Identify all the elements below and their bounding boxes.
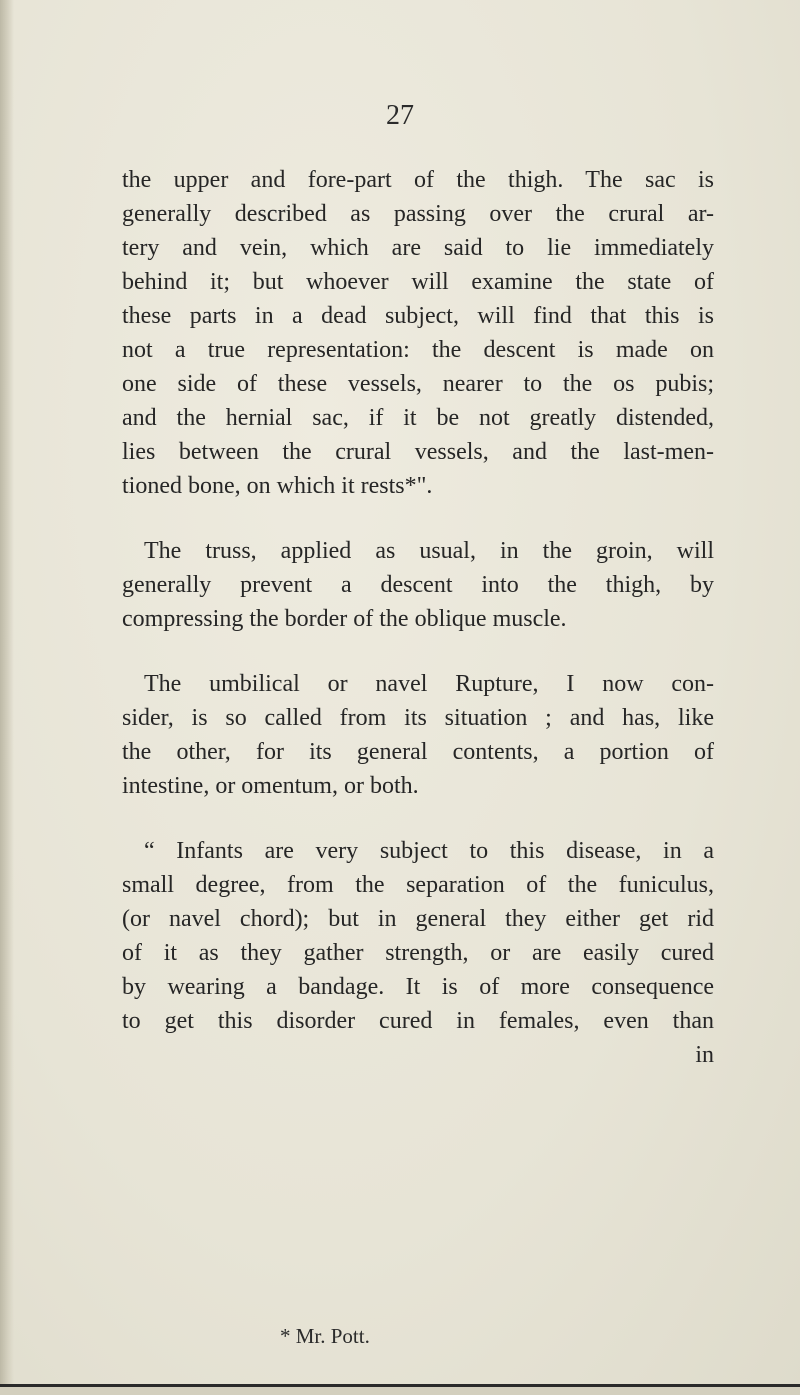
text-line: sider, is so called from its situation ; and has, like <box>122 705 714 731</box>
text-line: lies between the crural vessels, and the last-men- <box>122 439 714 465</box>
paragraph <box>122 534 714 636</box>
text-line: these parts in a dead subject, will find that this is <box>122 303 714 329</box>
text-line: generally described as passing over the crural ar- <box>122 201 714 227</box>
text-line: generally prevent a descent into the thigh, by <box>122 572 714 598</box>
paragraph <box>122 667 714 803</box>
paragraph-gap <box>122 803 714 834</box>
text-line: by wearing a bandage. It is of more consequence <box>122 974 714 1000</box>
text-line: (or navel chord); but in general they either get rid <box>122 906 714 932</box>
text-line: behind it; but whoever will examine the state of <box>122 269 714 295</box>
page-number: 27 <box>386 100 414 131</box>
body-text <box>122 163 714 1072</box>
text-line: small degree, from the separation of the funiculus, <box>122 872 714 898</box>
paragraph <box>122 834 714 1072</box>
text-line: The umbilical or navel Rupture, I now con- <box>144 671 714 697</box>
page-gutter-shadow <box>0 0 14 1395</box>
text-line: and the hernial sac, if it be not greatly distended, <box>122 405 714 431</box>
footnote: * Mr. Pott. <box>280 1324 370 1348</box>
text-line: of it as they gather strength, or are easily cured <box>122 940 714 966</box>
text-line: compressing the border of the oblique muscle. <box>122 606 567 632</box>
paragraph <box>122 163 714 503</box>
text-line: intestine, or omentum, or both. <box>122 773 419 799</box>
text-line: tioned bone, on which it rests*". <box>122 473 433 499</box>
text-line: “ Infants are very subject to this disease, in a <box>144 838 714 864</box>
catchword: in <box>695 1042 714 1068</box>
text-line: tery and vein, which are said to lie immediately <box>122 235 714 261</box>
text-line: one side of these vessels, nearer to the os pubis; <box>122 371 714 397</box>
text-line: the other, for its general contents, a portion of <box>122 739 714 765</box>
paragraph-gap <box>122 636 714 667</box>
page-bottom-edge <box>0 1387 800 1395</box>
paragraph-gap <box>122 503 714 534</box>
text-line: to get this disorder cured in females, even than <box>122 1008 714 1034</box>
text-line: not a true representation: the descent is made on <box>122 337 714 363</box>
text-line: the upper and fore-part of the thigh. The sac is <box>122 167 714 193</box>
text-line: The truss, applied as usual, in the groin, will <box>144 538 714 564</box>
